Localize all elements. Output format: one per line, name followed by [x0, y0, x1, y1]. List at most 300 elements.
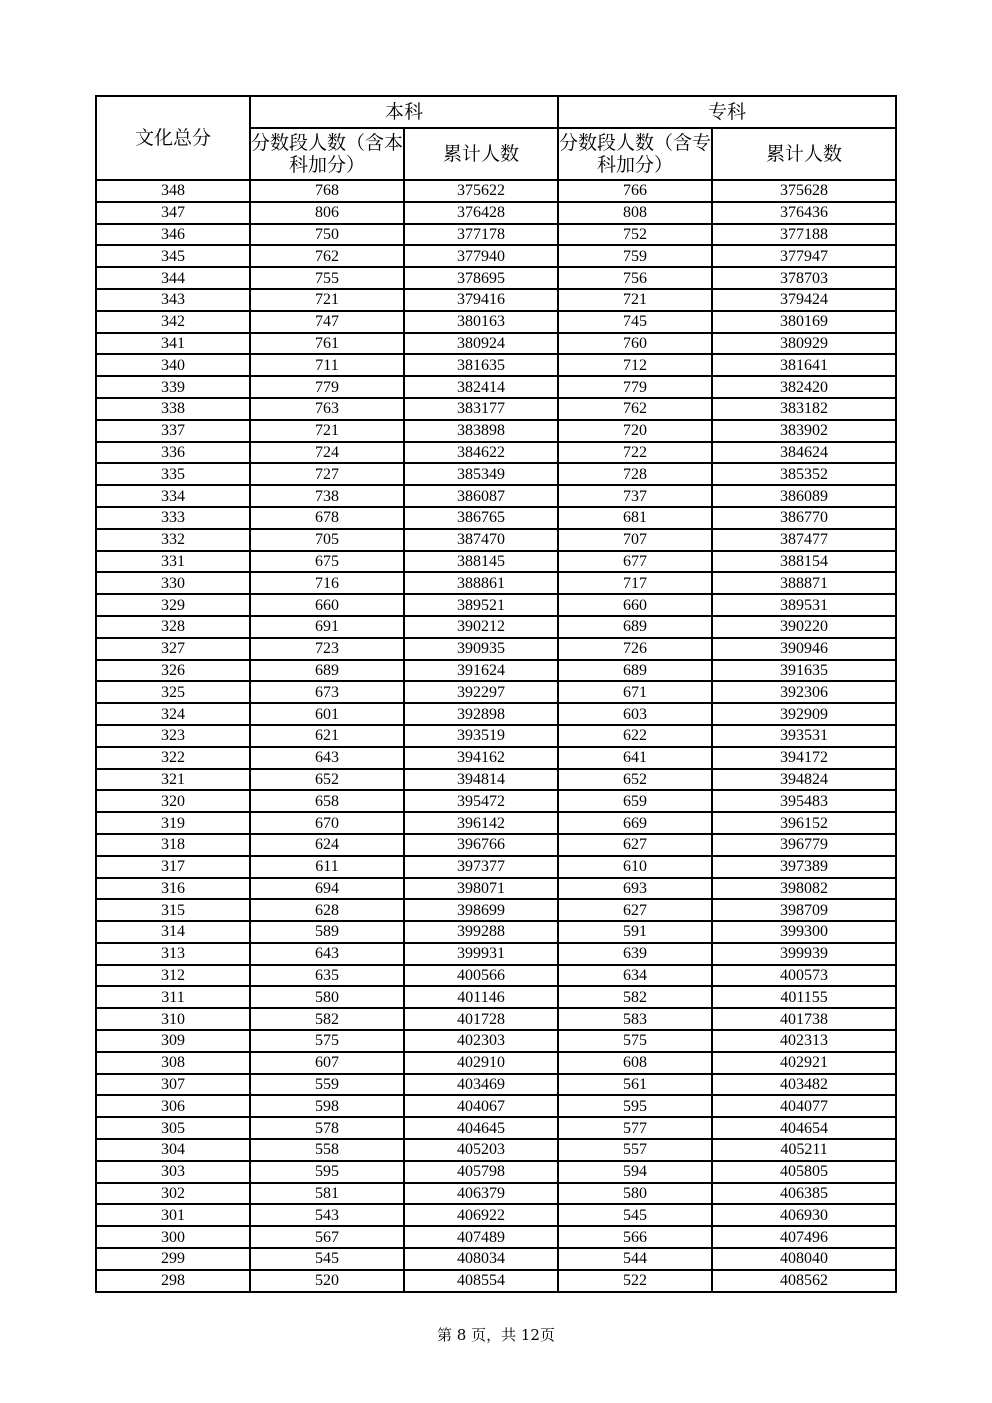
undergrad-count-cell: 581 [250, 1183, 404, 1205]
undergrad-cumulative-cell: 398071 [404, 878, 558, 900]
junior-count-cell: 669 [558, 812, 712, 834]
undergrad-count-cell: 747 [250, 311, 404, 333]
table-row [96, 485, 896, 507]
table-row [96, 638, 896, 660]
undergrad-count-cell: 598 [250, 1095, 404, 1117]
undergrad-cumulative-cell: 407489 [404, 1226, 558, 1248]
score-cell: 338 [96, 398, 250, 420]
undergrad-cumulative-cell: 394162 [404, 747, 558, 769]
undergrad-count-cell: 545 [250, 1248, 404, 1270]
score-cell: 322 [96, 747, 250, 769]
junior-cumulative-cell: 402921 [712, 1052, 896, 1074]
table-row [96, 333, 896, 355]
table-row [96, 1117, 896, 1139]
undergrad-count-cell: 755 [250, 267, 404, 289]
undergrad-count-cell: 607 [250, 1052, 404, 1074]
junior-count-cell: 726 [558, 638, 712, 660]
score-cell: 316 [96, 878, 250, 900]
score-cell: 310 [96, 1008, 250, 1030]
junior-count-cell: 561 [558, 1074, 712, 1096]
page-footer: 第 8 页，共 12页 [437, 1326, 555, 1344]
junior-count-cell: 603 [558, 703, 712, 725]
score-cell: 331 [96, 551, 250, 573]
undergrad-count-cell: 580 [250, 986, 404, 1008]
undergrad-cumulative-cell: 408554 [404, 1270, 558, 1292]
junior-count-cell: 693 [558, 878, 712, 900]
undergrad-count-cell: 779 [250, 376, 404, 398]
table-row [96, 245, 896, 267]
undergrad-cumulative-cell: 379416 [404, 289, 558, 311]
junior-count-cell: 659 [558, 790, 712, 812]
undergrad-count-cell: 721 [250, 420, 404, 442]
junior-cumulative-cell: 380169 [712, 311, 896, 333]
junior-cumulative-cell: 386089 [712, 485, 896, 507]
junior-cumulative-cell: 402313 [712, 1030, 896, 1052]
table-row [96, 507, 896, 529]
score-cell: 327 [96, 638, 250, 660]
undergrad-cumulative-cell: 381635 [404, 354, 558, 376]
undergrad-count-cell: 723 [250, 638, 404, 660]
score-cell: 330 [96, 572, 250, 594]
undergrad-count-cell: 689 [250, 660, 404, 682]
undergrad-count-cell: 806 [250, 202, 404, 224]
score-cell: 321 [96, 769, 250, 791]
undergrad-cumulative-cell: 406379 [404, 1183, 558, 1205]
junior-cumulative-cell: 395483 [712, 790, 896, 812]
junior-cumulative-cell: 378703 [712, 267, 896, 289]
score-cell: 336 [96, 442, 250, 464]
undergrad-count-cell: 621 [250, 725, 404, 747]
header-row-groups [96, 96, 896, 128]
junior-cumulative-cell: 388154 [712, 551, 896, 573]
table-row [96, 681, 896, 703]
junior-count-cell: 712 [558, 354, 712, 376]
undergrad-count-cell: 763 [250, 398, 404, 420]
junior-cumulative-cell: 382420 [712, 376, 896, 398]
table-row [96, 398, 896, 420]
undergrad-count-cell: 582 [250, 1008, 404, 1030]
junior-count-cell: 639 [558, 943, 712, 965]
undergrad-count-cell: 589 [250, 921, 404, 943]
junior-count-cell: 575 [558, 1030, 712, 1052]
undergrad-cumulative-cell: 385349 [404, 463, 558, 485]
table-row [96, 986, 896, 1008]
score-cell: 305 [96, 1117, 250, 1139]
junior-cumulative-cell: 381641 [712, 354, 896, 376]
junior-count-cell: 594 [558, 1161, 712, 1183]
score-cell: 328 [96, 616, 250, 638]
junior-count-cell: 689 [558, 616, 712, 638]
score-cell: 326 [96, 660, 250, 682]
junior-count-cell: 610 [558, 856, 712, 878]
undergrad-count-cell: 673 [250, 681, 404, 703]
undergrad-cumulative-cell: 377940 [404, 245, 558, 267]
undergrad-cumulative-cell: 405798 [404, 1161, 558, 1183]
undergrad-cumulative-cell: 378695 [404, 267, 558, 289]
undergrad-count-cell: 558 [250, 1139, 404, 1161]
junior-cumulative-cell: 391635 [712, 660, 896, 682]
junior-count-cell: 766 [558, 180, 712, 202]
undergrad-cumulative-cell: 402303 [404, 1030, 558, 1052]
junior-cumulative-cell: 390946 [712, 638, 896, 660]
table-row [96, 1204, 896, 1226]
undergrad-cumulative-cell: 398699 [404, 899, 558, 921]
undergrad-count-cell: 762 [250, 245, 404, 267]
junior-count-cell: 544 [558, 1248, 712, 1270]
junior-cumulative-cell: 390220 [712, 616, 896, 638]
undergrad-cumulative-cell: 383898 [404, 420, 558, 442]
undergrad-cumulative-cell: 403469 [404, 1074, 558, 1096]
junior-cumulative-cell: 396152 [712, 812, 896, 834]
junior-count-cell: 595 [558, 1095, 712, 1117]
junior-cumulative-cell: 403482 [712, 1074, 896, 1096]
junior-cumulative-cell: 383182 [712, 398, 896, 420]
undergrad-count-cell: 575 [250, 1030, 404, 1052]
undergrad-count-header: 分数段人数（含本科加分） [250, 128, 404, 180]
score-cell: 343 [96, 289, 250, 311]
junior-count-cell: 627 [558, 834, 712, 856]
junior-cumulative-cell: 399300 [712, 921, 896, 943]
junior-cumulative-cell: 408562 [712, 1270, 896, 1292]
junior-count-cell: 745 [558, 311, 712, 333]
junior-count-cell: 577 [558, 1117, 712, 1139]
table-row [96, 1161, 896, 1183]
score-cell: 325 [96, 681, 250, 703]
score-cell: 347 [96, 202, 250, 224]
undergrad-cumulative-cell: 377178 [404, 224, 558, 246]
score-cell: 307 [96, 1074, 250, 1096]
junior-count-cell: 689 [558, 660, 712, 682]
table-row [96, 921, 896, 943]
junior-cumulative-cell: 397389 [712, 856, 896, 878]
undergrad-count-cell: 628 [250, 899, 404, 921]
undergrad-count-cell: 543 [250, 1204, 404, 1226]
score-cell: 306 [96, 1095, 250, 1117]
junior-cumulative-cell: 375628 [712, 180, 896, 202]
score-cell: 333 [96, 507, 250, 529]
junior-count-cell: 580 [558, 1183, 712, 1205]
undergrad-count-cell: 643 [250, 747, 404, 769]
junior-count-cell: 759 [558, 245, 712, 267]
undergrad-count-cell: 567 [250, 1226, 404, 1248]
undergrad-count-cell: 724 [250, 442, 404, 464]
undergrad-cumulative-cell: 376428 [404, 202, 558, 224]
table-row [96, 1095, 896, 1117]
junior-cumulative-cell: 384624 [712, 442, 896, 464]
undergrad-count-cell: 520 [250, 1270, 404, 1292]
undergrad-count-cell: 670 [250, 812, 404, 834]
junior-count-cell: 622 [558, 725, 712, 747]
junior-count-cell: 717 [558, 572, 712, 594]
undergrad-cumulative-cell: 405203 [404, 1139, 558, 1161]
undergrad-count-cell: 768 [250, 180, 404, 202]
undergrad-cumulative-cell: 393519 [404, 725, 558, 747]
junior-count-cell: 591 [558, 921, 712, 943]
table-row [96, 529, 896, 551]
table-row [96, 442, 896, 464]
undergrad-cumulative-cell: 396766 [404, 834, 558, 856]
table-row [96, 594, 896, 616]
table-row [96, 790, 896, 812]
junior-cumulative-cell: 393531 [712, 725, 896, 747]
score-cell: 346 [96, 224, 250, 246]
junior-count-cell: 722 [558, 442, 712, 464]
undergrad-count-cell: 711 [250, 354, 404, 376]
table-row [96, 943, 896, 965]
junior-cumulative-cell: 405805 [712, 1161, 896, 1183]
junior-count-cell: 582 [558, 986, 712, 1008]
undergrad-count-cell: 660 [250, 594, 404, 616]
table-row [96, 1270, 896, 1292]
junior-cumulative-cell: 394172 [712, 747, 896, 769]
undergrad-count-cell: 611 [250, 856, 404, 878]
undergrad-cumulative-cell: 391624 [404, 660, 558, 682]
undergrad-cumulative-cell: 380163 [404, 311, 558, 333]
undergrad-cumulative-cell: 375622 [404, 180, 558, 202]
junior-count-cell: 522 [558, 1270, 712, 1292]
table-row [96, 224, 896, 246]
table-row [96, 616, 896, 638]
undergrad-count-cell: 694 [250, 878, 404, 900]
undergrad-count-cell: 675 [250, 551, 404, 573]
table-row [96, 289, 896, 311]
undergrad-cumulative-cell: 382414 [404, 376, 558, 398]
junior-cumulative-cell: 386770 [712, 507, 896, 529]
junior-cumulative-cell: 406385 [712, 1183, 896, 1205]
undergrad-cumulative-cell: 386765 [404, 507, 558, 529]
table-row [96, 463, 896, 485]
table-body [96, 180, 896, 1292]
undergrad-cumulative-cell: 394814 [404, 769, 558, 791]
junior-count-cell: 762 [558, 398, 712, 420]
undergrad-cumulative-cell: 392297 [404, 681, 558, 703]
junior-count-cell: 557 [558, 1139, 712, 1161]
table-row [96, 354, 896, 376]
junior-cumulative-cell: 399939 [712, 943, 896, 965]
junior-cumulative-cell: 380929 [712, 333, 896, 355]
score-cell: 304 [96, 1139, 250, 1161]
score-cell: 319 [96, 812, 250, 834]
junior-count-cell: 721 [558, 289, 712, 311]
score-cell: 335 [96, 463, 250, 485]
score-cell: 299 [96, 1248, 250, 1270]
table-row [96, 1183, 896, 1205]
junior-cumulative-cell: 387477 [712, 529, 896, 551]
junior-cumulative-cell: 401738 [712, 1008, 896, 1030]
junior-count-cell: 608 [558, 1052, 712, 1074]
junior-cumulative-cell: 377947 [712, 245, 896, 267]
undergrad-cumulative-cell: 388861 [404, 572, 558, 594]
table-row [96, 1139, 896, 1161]
score-cell: 308 [96, 1052, 250, 1074]
undergrad-count-cell: 559 [250, 1074, 404, 1096]
undergrad-group-header: 本科 [250, 96, 558, 128]
undergrad-count-cell: 678 [250, 507, 404, 529]
junior-count-cell: 752 [558, 224, 712, 246]
junior-count-cell: 583 [558, 1008, 712, 1030]
undergrad-count-cell: 738 [250, 485, 404, 507]
table-row [96, 812, 896, 834]
score-cell: 332 [96, 529, 250, 551]
undergrad-cumulative-cell: 402910 [404, 1052, 558, 1074]
score-cell: 317 [96, 856, 250, 878]
score-cell: 302 [96, 1183, 250, 1205]
table-row [96, 747, 896, 769]
junior-cumulative-cell: 401155 [712, 986, 896, 1008]
undergrad-count-cell: 750 [250, 224, 404, 246]
undergrad-count-cell: 578 [250, 1117, 404, 1139]
undergrad-count-cell: 643 [250, 943, 404, 965]
score-cell: 312 [96, 965, 250, 987]
table-row [96, 703, 896, 725]
junior-count-cell: 634 [558, 965, 712, 987]
undergrad-count-cell: 658 [250, 790, 404, 812]
score-cell: 344 [96, 267, 250, 289]
undergrad-cumulative-cell: 390935 [404, 638, 558, 660]
junior-count-header: 分数段人数（含专科加分） [558, 128, 712, 180]
score-cell: 324 [96, 703, 250, 725]
score-cell: 301 [96, 1204, 250, 1226]
undergrad-cumulative-header: 累计人数 [404, 128, 558, 180]
table-row [96, 180, 896, 202]
table-row [96, 551, 896, 573]
undergrad-cumulative-cell: 395472 [404, 790, 558, 812]
table-row [96, 267, 896, 289]
junior-cumulative-cell: 383902 [712, 420, 896, 442]
undergrad-count-cell: 601 [250, 703, 404, 725]
undergrad-count-cell: 761 [250, 333, 404, 355]
score-cell: 337 [96, 420, 250, 442]
undergrad-cumulative-cell: 397377 [404, 856, 558, 878]
junior-cumulative-cell: 408040 [712, 1248, 896, 1270]
junior-cumulative-cell: 394824 [712, 769, 896, 791]
junior-cumulative-cell: 404654 [712, 1117, 896, 1139]
undergrad-cumulative-cell: 388145 [404, 551, 558, 573]
undergrad-cumulative-cell: 406922 [404, 1204, 558, 1226]
junior-count-cell: 808 [558, 202, 712, 224]
score-cell: 339 [96, 376, 250, 398]
score-cell: 334 [96, 485, 250, 507]
score-cell: 329 [96, 594, 250, 616]
score-cell: 345 [96, 245, 250, 267]
undergrad-cumulative-cell: 380924 [404, 333, 558, 355]
score-cell: 298 [96, 1270, 250, 1292]
score-distribution-table [95, 95, 897, 1293]
junior-cumulative-cell: 379424 [712, 289, 896, 311]
table-row [96, 725, 896, 747]
score-cell: 300 [96, 1226, 250, 1248]
score-cell: 313 [96, 943, 250, 965]
table-row [96, 420, 896, 442]
undergrad-cumulative-cell: 404067 [404, 1095, 558, 1117]
table-header [96, 96, 896, 180]
junior-cumulative-cell: 400573 [712, 965, 896, 987]
score-cell: 341 [96, 333, 250, 355]
undergrad-cumulative-cell: 392898 [404, 703, 558, 725]
junior-cumulative-cell: 385352 [712, 463, 896, 485]
score-cell: 342 [96, 311, 250, 333]
junior-count-cell: 652 [558, 769, 712, 791]
junior-count-cell: 627 [558, 899, 712, 921]
table-row [96, 878, 896, 900]
junior-group-header: 专科 [558, 96, 896, 128]
undergrad-count-cell: 652 [250, 769, 404, 791]
junior-cumulative-cell: 407496 [712, 1226, 896, 1248]
undergrad-cumulative-cell: 399288 [404, 921, 558, 943]
table-row [96, 1226, 896, 1248]
junior-cumulative-cell: 388871 [712, 572, 896, 594]
undergrad-cumulative-cell: 387470 [404, 529, 558, 551]
score-cell: 348 [96, 180, 250, 202]
junior-cumulative-cell: 396779 [712, 834, 896, 856]
undergrad-count-cell: 716 [250, 572, 404, 594]
undergrad-cumulative-cell: 401728 [404, 1008, 558, 1030]
table-row [96, 856, 896, 878]
junior-count-cell: 566 [558, 1226, 712, 1248]
score-cell: 309 [96, 1030, 250, 1052]
junior-cumulative-cell: 406930 [712, 1204, 896, 1226]
table-row [96, 572, 896, 594]
junior-count-cell: 677 [558, 551, 712, 573]
undergrad-count-cell: 635 [250, 965, 404, 987]
table-row [96, 1074, 896, 1096]
score-cell: 340 [96, 354, 250, 376]
junior-cumulative-cell: 389531 [712, 594, 896, 616]
undergrad-count-cell: 727 [250, 463, 404, 485]
score-cell: 320 [96, 790, 250, 812]
undergrad-cumulative-cell: 384622 [404, 442, 558, 464]
undergrad-cumulative-cell: 401146 [404, 986, 558, 1008]
junior-cumulative-cell: 404077 [712, 1095, 896, 1117]
undergrad-cumulative-cell: 383177 [404, 398, 558, 420]
junior-count-cell: 707 [558, 529, 712, 551]
undergrad-count-cell: 624 [250, 834, 404, 856]
undergrad-cumulative-cell: 404645 [404, 1117, 558, 1139]
junior-count-cell: 681 [558, 507, 712, 529]
table-row [96, 769, 896, 791]
table-row [96, 1052, 896, 1074]
junior-cumulative-cell: 392909 [712, 703, 896, 725]
undergrad-cumulative-cell: 396142 [404, 812, 558, 834]
table-row [96, 834, 896, 856]
junior-count-cell: 720 [558, 420, 712, 442]
undergrad-cumulative-cell: 390212 [404, 616, 558, 638]
undergrad-count-cell: 691 [250, 616, 404, 638]
junior-cumulative-cell: 377188 [712, 224, 896, 246]
table-row [96, 311, 896, 333]
table-row [96, 660, 896, 682]
junior-cumulative-cell: 405211 [712, 1139, 896, 1161]
score-cell: 303 [96, 1161, 250, 1183]
junior-count-cell: 760 [558, 333, 712, 355]
junior-count-cell: 728 [558, 463, 712, 485]
table-row [96, 1030, 896, 1052]
undergrad-cumulative-cell: 389521 [404, 594, 558, 616]
undergrad-count-cell: 721 [250, 289, 404, 311]
junior-cumulative-cell: 398709 [712, 899, 896, 921]
table-row [96, 376, 896, 398]
junior-count-cell: 641 [558, 747, 712, 769]
table-row [96, 965, 896, 987]
junior-count-cell: 660 [558, 594, 712, 616]
junior-count-cell: 779 [558, 376, 712, 398]
score-cell: 311 [96, 986, 250, 1008]
junior-cumulative-cell: 398082 [712, 878, 896, 900]
undergrad-cumulative-cell: 408034 [404, 1248, 558, 1270]
undergrad-cumulative-cell: 400566 [404, 965, 558, 987]
score-cell: 314 [96, 921, 250, 943]
table-row [96, 1248, 896, 1270]
